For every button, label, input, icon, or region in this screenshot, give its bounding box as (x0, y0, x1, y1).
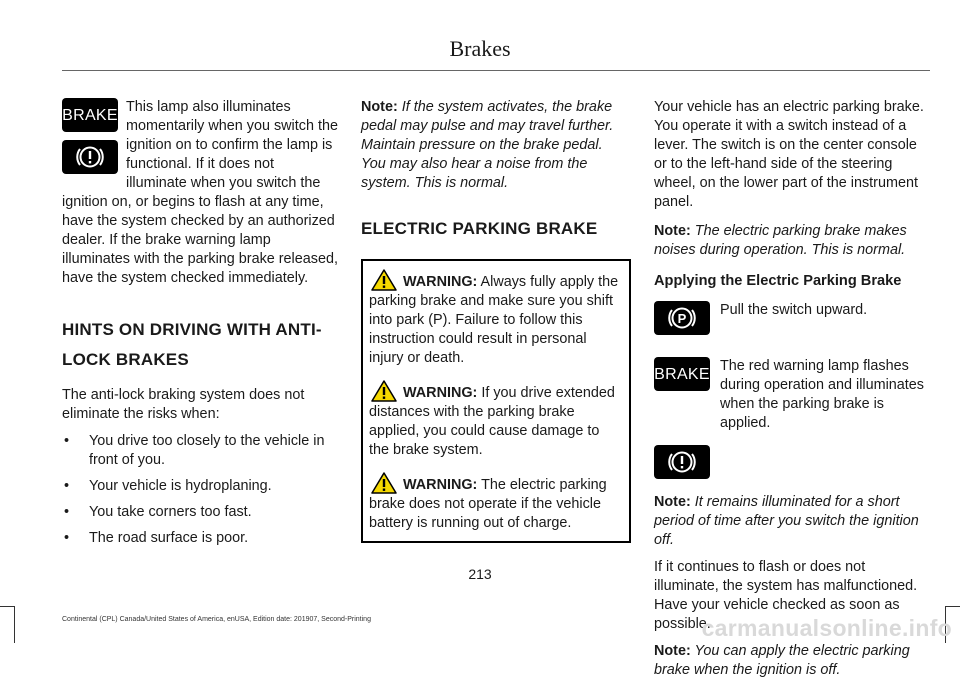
note-label: Note: (654, 223, 691, 239)
abs-risk-list (62, 432, 338, 548)
epb-malfunction: If it continues to flash or does not illuminate, the system has malfunctioned. Have your vehicle checked as soon as possible. (654, 559, 918, 632)
exclamation-circle-icon (75, 144, 105, 170)
page-number: 213 (468, 566, 492, 582)
step-2-text: The red warning lamp flashes during operation and illuminates when the parking brake is applied. (720, 358, 924, 431)
exclamation-circle-icon (667, 449, 697, 475)
crop-mark-left (14, 606, 15, 643)
abs-lead: The anti-lock braking system does not eliminate the risks when: (62, 387, 305, 422)
bullet-glyph: • (64, 478, 70, 494)
list-item-text: The road surface is poor. (89, 530, 249, 546)
warning-label: WARNING: (403, 274, 478, 290)
warning-triangle-icon (371, 472, 397, 494)
list-item (62, 503, 338, 522)
epb-note-3 (654, 642, 930, 680)
warning-label: WARNING: (403, 385, 478, 401)
brake-exclamation-icon (62, 140, 118, 174)
bullet-glyph: • (64, 504, 70, 520)
list-item (62, 529, 338, 548)
warning-3 (369, 472, 623, 533)
warning-box (361, 259, 631, 543)
epb-note-1 (654, 222, 930, 260)
step-2 (654, 357, 930, 433)
warning-triangle-icon (371, 380, 397, 402)
warning-2 (369, 380, 623, 460)
footer-edition: Continental (CPL) Canada/United States of America, enUSA, Edition date: 201907, Second-Printing (62, 616, 371, 623)
brake-icon-text: BRAKE (62, 106, 118, 124)
note-text: If the system activates, the brake pedal may pulse and may travel further. Maintain pressure on the brake pedal. You may also hear a noise from the system. This is normal. (361, 99, 614, 191)
note-label: Note: (361, 99, 398, 115)
abs-note (361, 98, 631, 193)
bullet-glyph: • (64, 530, 70, 546)
warning-1 (369, 269, 623, 368)
warning-label: WARNING: (403, 477, 478, 493)
abs-heading (62, 318, 338, 372)
list-item (62, 477, 338, 496)
warning-text: Always fully apply the parking brake and make sure you shift into park (P). Failure to follow this instruction could result in personal injury or death. (369, 274, 619, 366)
list-item-text: You take corners too fast. (89, 504, 252, 520)
p-icon-letter: P (677, 311, 687, 326)
note-label: Note: (654, 643, 691, 659)
column-2 (361, 98, 631, 543)
brake-lamp-intro: This lamp also illuminates momentarily when you switch the ignition on to confirm the lamp is functional. If it does not illuminate when you switch the ignition on, or begins to flash at any time, have the system checked by an authorized dealer. If the brake warning lamp illuminates with the parking brake released, have the system checked immediately. (62, 99, 338, 286)
list-item-text: Your vehicle is hydroplaning. (89, 478, 272, 494)
page-header-title: Brakes (449, 36, 511, 61)
column-1 (62, 98, 338, 555)
note-label: Note: (654, 494, 691, 510)
crop-mark-left-h (0, 606, 14, 607)
crop-mark-right-h (946, 606, 960, 607)
epb-intro: Your vehicle has an electric parking brake. You operate it with a switch instead of a lever. The switch is on the center console or to the left-hand side of the steering wheel, on the lower part of the instrument panel. (654, 99, 924, 210)
epb-note-2 (654, 493, 930, 550)
abs-heading-line2: LOCK BRAKES (62, 350, 189, 369)
note-text: The electric parking brake makes noises during operation. This is normal. (654, 223, 907, 258)
warning-triangle-icon (371, 269, 397, 291)
brake-icon-text: BRAKE (654, 365, 710, 383)
abs-heading-line1: HINTS ON DRIVING WITH ANTI- (62, 320, 322, 339)
bullet-glyph: • (64, 433, 70, 449)
applying-epb-heading: Applying the Electric Parking Brake (654, 273, 902, 289)
header-rule (62, 70, 930, 71)
warning-text: If you drive extended distances with the parking brake applied, you could cause damage to the brake system. (369, 385, 615, 458)
column-3 (654, 98, 930, 694)
epb-heading: ELECTRIC PARKING BRAKE (361, 219, 598, 238)
step-1 (654, 301, 930, 343)
warning-text: The electric parking brake does not operate if the vehicle battery is running out of charge. (369, 477, 607, 531)
p-circle-icon (667, 305, 697, 331)
watermark: carmanualsonline.info (701, 615, 952, 641)
parking-brake-p-icon (654, 301, 710, 335)
note-text: You can apply the electric parking brake when the ignition is off. (654, 643, 910, 678)
step-1-text: Pull the switch upward. (720, 302, 868, 318)
brake-warning-icon (62, 98, 118, 132)
list-item-text: You drive too closely to the vehicle in front of you. (89, 433, 325, 468)
icon-stack (62, 98, 118, 174)
brake-exclamation-icon (654, 445, 710, 479)
brake-warning-icon (654, 357, 710, 391)
note-text: It remains illuminated for a short period of time after you switch the ignition off. (654, 494, 919, 548)
list-item (62, 432, 338, 470)
